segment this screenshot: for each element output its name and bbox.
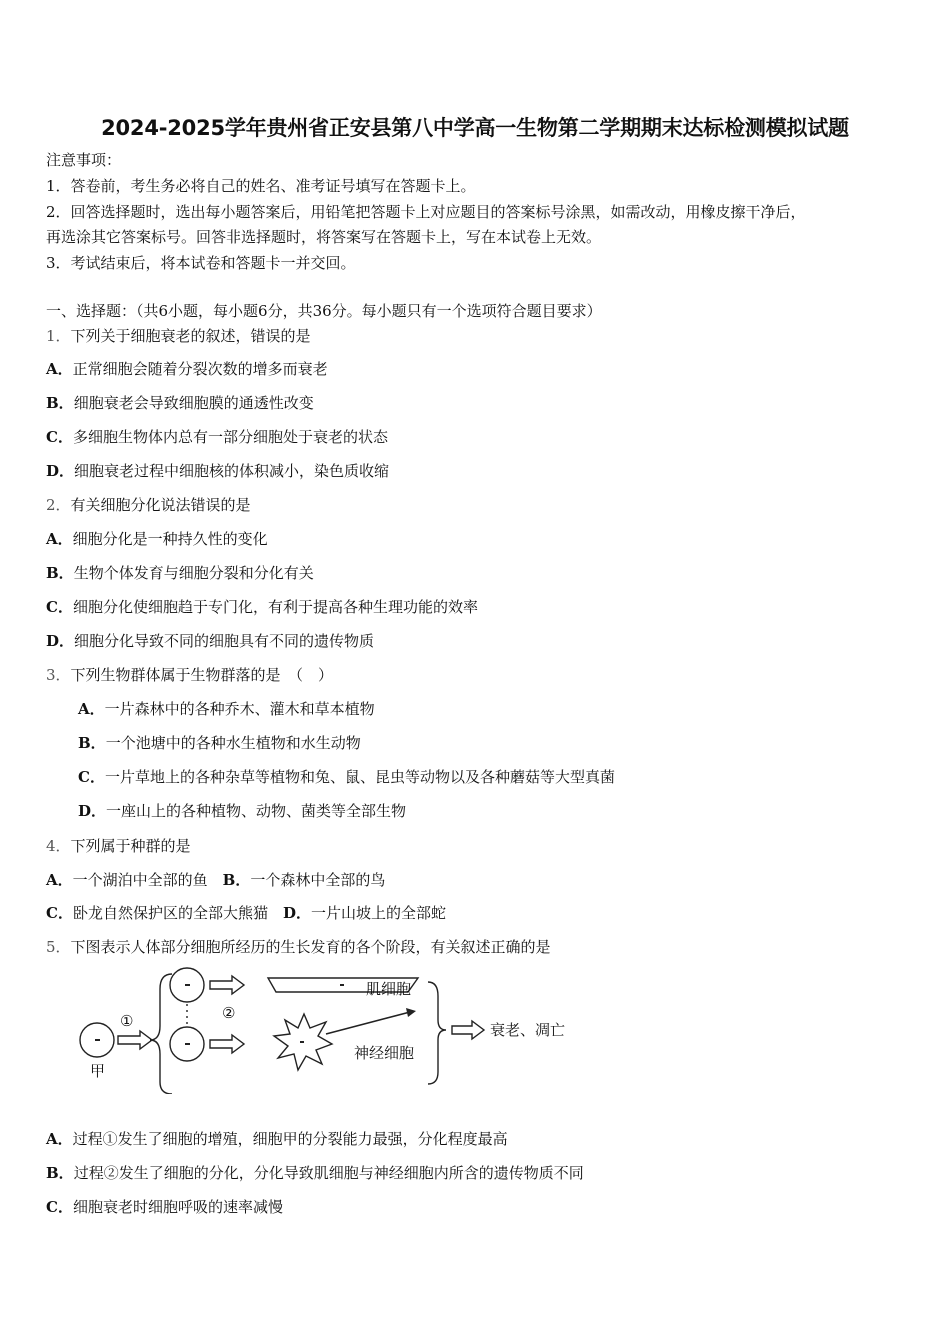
q3-option-b: B．一个池塘中的各种水生植物和水生动物 [78,734,361,752]
q1-option-c: C．多细胞生物体内总有一部分细胞处于衰老的状态 [46,428,388,446]
nucleus-muscle [340,984,344,986]
question-stem: 有关细胞分化说法错误的是 [70,496,251,514]
question-number: 5． [46,938,71,956]
q3-option-a: A．一片森林中的各种乔木、灌木和草本植物 [78,700,375,718]
label-step2: ② [222,1004,236,1022]
question-number: 3． [46,666,71,684]
notice-item-1: 1．答卷前，考生务必将自己的姓名、准考证号填写在答题卡上。 [46,177,476,195]
notice-item-3: 3．考试结束后，将本试卷和答题卡一并交回。 [46,254,356,272]
section-heading: 一、选择题：（共6小题，每小题6分，共36分。每小题只有一个选项符合题目要求） [46,302,602,320]
q5-option-a: A．过程①发生了细胞的增殖，细胞甲的分裂能力最强，分化程度最高 [46,1130,508,1148]
axon-tip-icon [406,1008,416,1017]
arrow-lower [210,1035,244,1053]
question-stem: 下列关于细胞衰老的叙述，错误的是 [70,327,311,345]
question-stem: 下列生物群体属于生物群落的是 （ ） [70,666,334,684]
q4-options-ab: A．一个湖泊中全部的鱼 B．一个森林中全部的鸟 [46,871,386,889]
q5-option-b: B．过程②发生了细胞的分化，分化导致肌细胞与神经细胞内所含的遗传物质不同 [46,1164,584,1182]
question-number: 2． [46,496,71,514]
arrow-upper [210,976,244,994]
q3-option-d: D．一座山上的各种植物、动物、菌类等全部生物 [78,802,407,820]
label-outcome: 衰老、凋亡 [490,1021,566,1039]
page-title: 2024-2025学年贵州省正安县第八中学高一生物第二学期期末达标检测模拟试题 [101,116,849,140]
question-3 [46,665,333,685]
label-muscle: 肌细胞 [366,980,412,998]
q2-option-b: B．生物个体发育与细胞分裂和分化有关 [46,564,314,582]
question-4 [46,836,191,856]
axon [326,1012,410,1034]
label-jia: 甲 [90,1062,106,1080]
q1-option-a: A．正常细胞会随着分裂次数的增多而衰老 [46,360,328,378]
question-2 [46,495,251,515]
brace-right [428,982,446,1084]
notice-heading: 注意事项： [46,151,122,169]
cell-development-diagram [70,964,590,1094]
q1-option-b: B．细胞衰老会导致细胞膜的通透性改变 [46,394,314,412]
q1-option-d: D．细胞衰老过程中细胞核的体积减小，染色质收缩 [46,462,390,480]
q2-option-a: A．细胞分化是一种持久性的变化 [46,530,268,548]
arrow-outcome [452,1021,484,1039]
q3-option-c: C．一片草地上的各种杂草等植物和兔、鼠、昆虫等动物以及各种蘑菇等大型真菌 [78,768,615,786]
q2-option-c: C．细胞分化使细胞趋于专门化，有利于提高各种生理功能的效率 [46,598,478,616]
q5-option-c: C．细胞衰老时细胞呼吸的速率减慢 [46,1198,283,1216]
label-neuron: 神经细胞 [354,1044,415,1062]
question-number: 1． [46,327,71,345]
nucleus-neuron [300,1041,304,1043]
nucleus-upper [185,984,190,986]
q2-option-d: D．细胞分化导致不同的细胞具有不同的遗传物质 [46,632,375,650]
question-number: 4． [46,837,71,855]
nucleus-jia [95,1039,100,1041]
question-1 [46,326,311,346]
question-stem: 下图表示人体部分细胞所经历的生长发育的各个阶段，有关叙述正确的是 [70,938,551,956]
label-step1: ① [120,1012,134,1030]
question-stem: 下列属于种群的是 [70,837,191,855]
question-5 [46,937,551,957]
q4-options-cd: C．卧龙自然保护区的全部大熊猫 D．一片山坡上的全部蛇 [46,904,446,922]
arrow-step1 [118,1031,152,1049]
notice-item-2-cont: 再选涂其它答案标号。回答非选择题时，将答案写在答题卡上，写在本试卷上无效。 [46,228,602,246]
nucleus-lower [185,1043,190,1045]
notice-item-2: 2．回答选择题时，选出每小题答案后，用铅笔把答题卡上对应题目的答案标号涂黑，如需改动，用橡皮擦干净后， [46,203,806,221]
brace-left [150,974,172,1094]
